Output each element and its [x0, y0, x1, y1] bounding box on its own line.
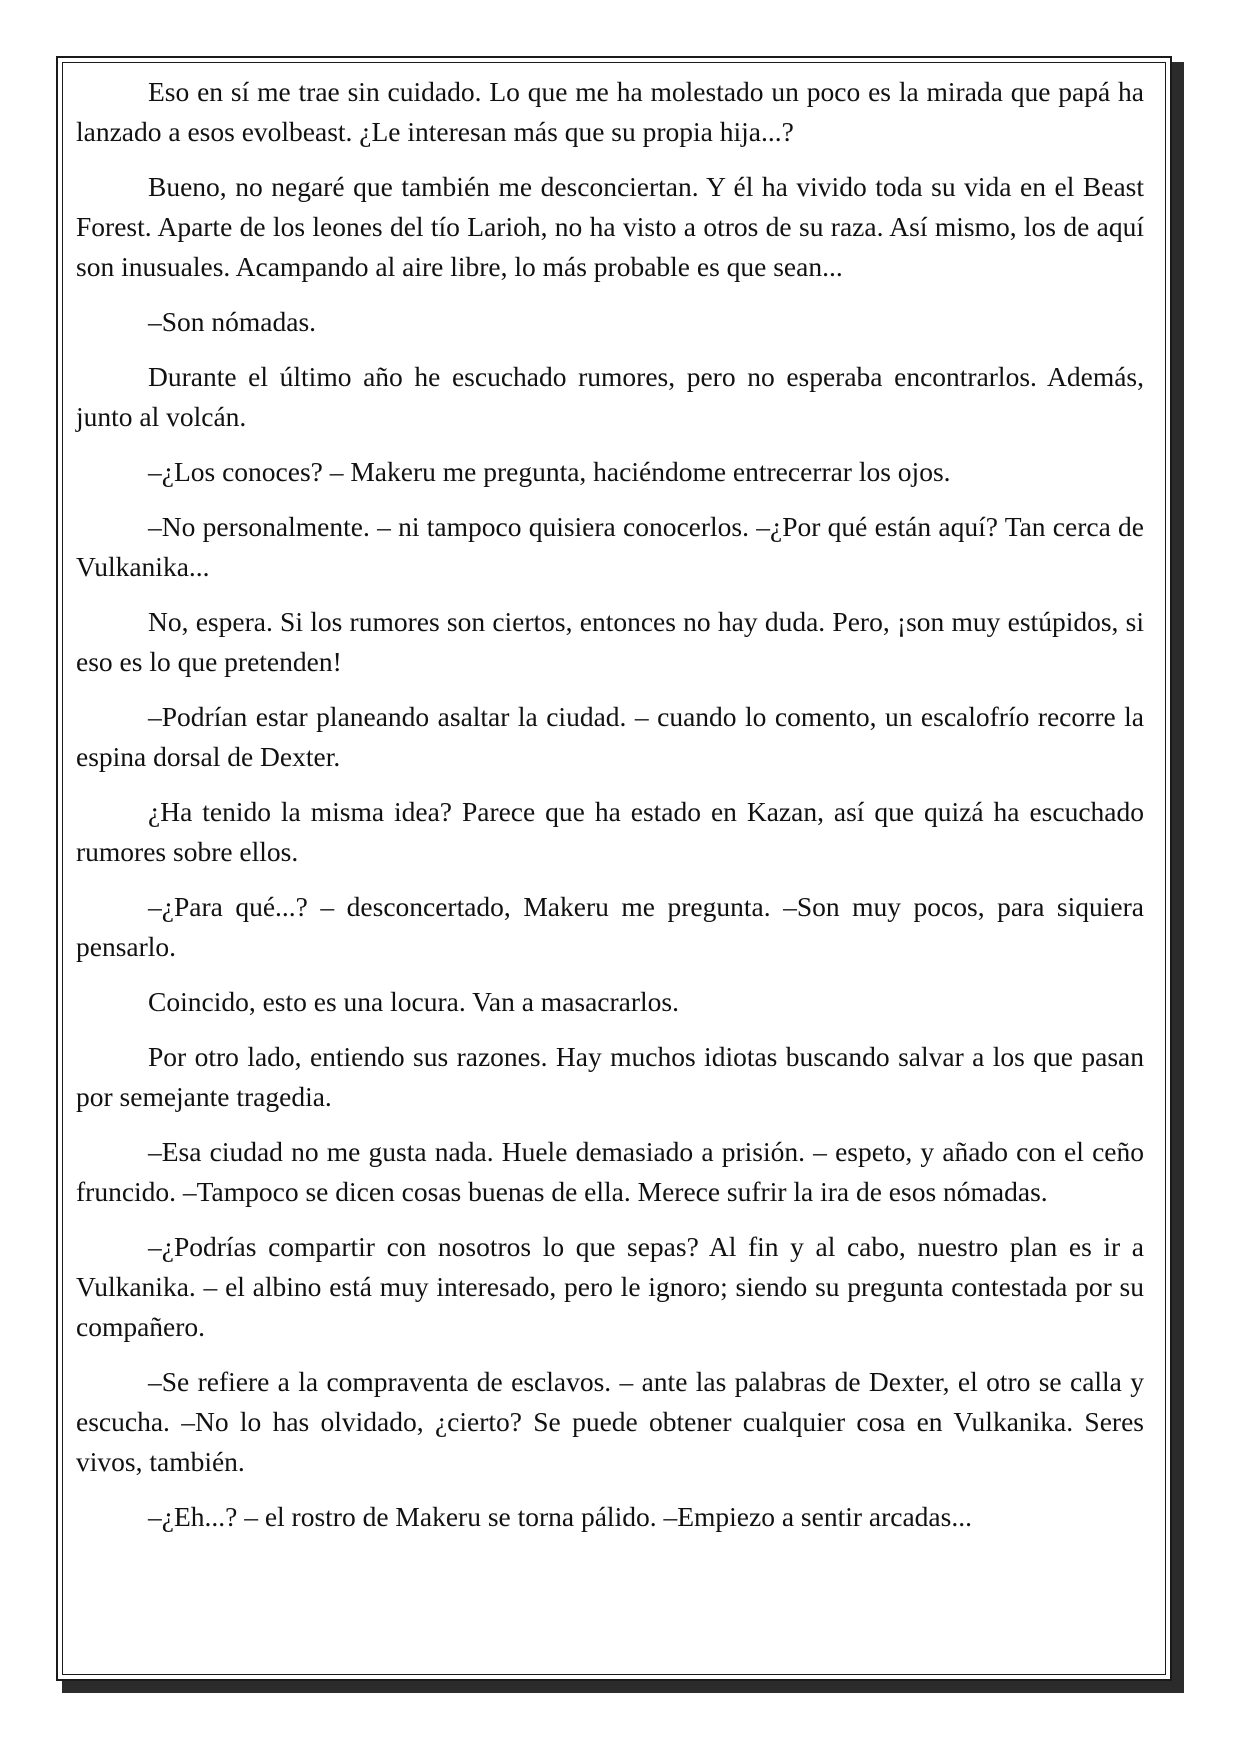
paragraph-1: Eso en sí me trae sin cuidado. Lo que me ha molestado un poco es la mirada que papá ha lanzado a esos evolbeast. ¿Le interesan más que su propia hija...? — [76, 76, 1144, 147]
page-frame — [56, 56, 1172, 1681]
paragraph-16: –¿Eh...? – el rostro de Makeru se torna pálido. –Empiezo a sentir arcadas... — [148, 1501, 972, 1532]
paragraph-14: –¿Podrías compartir con nosotros lo que sepas? Al fin y al cabo, nuestro plan es ir a Vulkanika. – el albino está muy interesado, pero le ignoro; siendo su pregunta contestada por su compañero. — [76, 1231, 1144, 1342]
paragraph-12: Por otro lado, entiendo sus razones. Hay muchos idiotas buscando salvar a los que pasan por semejante tragedia. — [76, 1041, 1144, 1112]
paragraph-6: –No personalmente. – ni tampoco quisiera conocerlos. –¿Por qué están aquí? Tan cerca de Vulkanika... — [76, 511, 1144, 582]
page-body — [76, 72, 1144, 1552]
paragraph-8: –Podrían estar planeando asaltar la ciudad. – cuando lo comento, un escalofrío recorre la espina dorsal de Dexter. — [76, 701, 1144, 772]
paragraph-11: Coincido, esto es una locura. Van a masacrarlos. — [148, 986, 679, 1017]
paragraph-10: –¿Para qué...? – desconcertado, Makeru me pregunta. –Son muy pocos, para siquiera pensarlo. — [76, 891, 1144, 962]
paragraph-7: No, espera. Si los rumores son ciertos, entonces no hay duda. Pero, ¡son muy estúpidos, si eso es lo que pretenden! — [76, 606, 1144, 677]
paragraph-4: Durante el último año he escuchado rumores, pero no esperaba encontrarlos. Además, junto al volcán. — [76, 361, 1144, 432]
paragraph-3: –Son nómadas. — [148, 306, 317, 337]
paragraph-2: Bueno, no negaré que también me desconciertan. Y él ha vivido toda su vida en el Beast Forest. Aparte de los leones del tío Larioh, no ha visto a otros de su raza. Así mismo, los de aquí son inusuales. Acampando al aire libre, lo más probable es que sean... — [76, 171, 1144, 282]
paragraph-13: –Esa ciudad no me gusta nada. Huele demasiado a prisión. – espeto, y añado con el ceño fruncido. –Tampoco se dicen cosas buenas de ella. Merece sufrir la ira de esos nómadas. — [76, 1136, 1144, 1207]
paragraph-5: –¿Los conoces? – Makeru me pregunta, haciéndome entrecerrar los ojos. — [148, 456, 951, 487]
paragraph-15: –Se refiere a la compraventa de esclavos. – ante las palabras de Dexter, el otro se calla y escucha. –No lo has olvidado, ¿cierto? Se puede obtener cualquier cosa en Vulkanika. Seres vivos, también. — [76, 1366, 1144, 1477]
paragraph-9: ¿Ha tenido la misma idea? Parece que ha estado en Kazan, así que quizá ha escuchado rumores sobre ellos. — [76, 796, 1144, 867]
